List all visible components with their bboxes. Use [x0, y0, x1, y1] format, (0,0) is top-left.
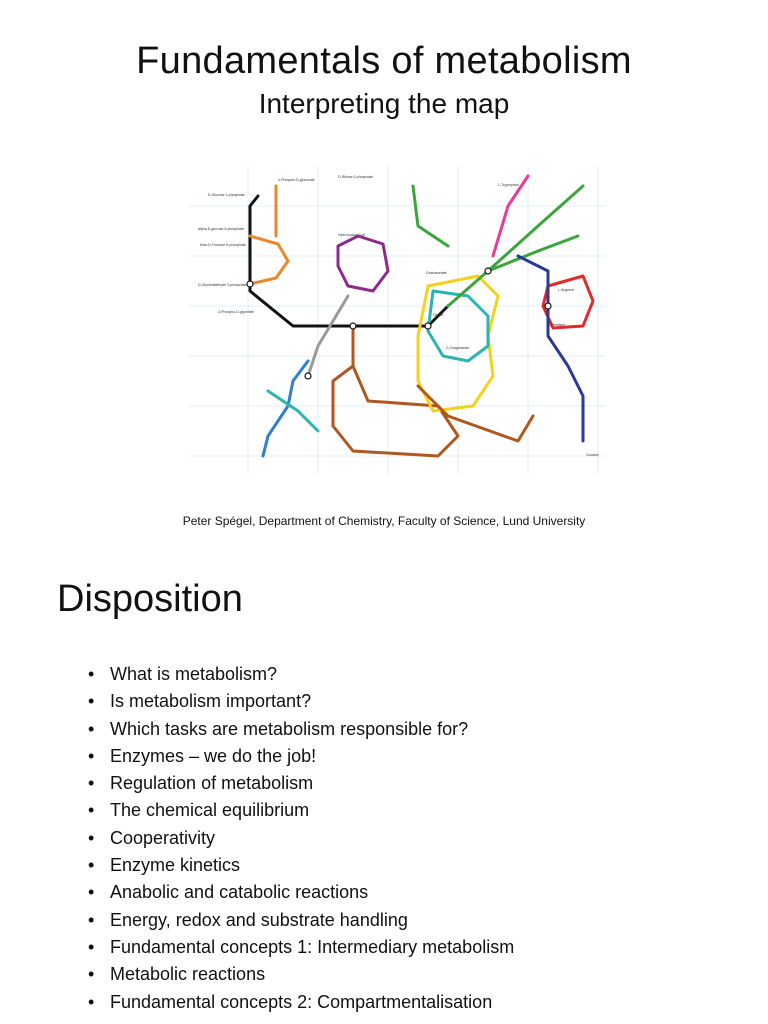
list-item: • Anabolic and catabolic reactions	[88, 882, 369, 903]
svg-text:Oxaloacetate: Oxaloacetate	[426, 271, 447, 275]
list-item: • Which tasks are metabolism responsible for?	[88, 718, 469, 739]
list-item: • Regulation of metabolism	[88, 773, 314, 794]
svg-text:alpha-D-glucose 6-phosphate: alpha-D-glucose 6-phosphate	[198, 227, 244, 231]
svg-text:L-Ornithine: L-Ornithine	[548, 323, 566, 327]
list-item: • Fundamental concepts 2: Compartmentalisation	[88, 991, 493, 1012]
slide-subtitle: Interpreting the map	[258, 88, 510, 119]
svg-text:Hydroxyacyl-CoA: Hydroxyacyl-CoA	[338, 233, 366, 237]
list-item: • Fundamental concepts 1: Intermediary metabolism	[88, 936, 515, 957]
list-item: • Is metabolism important?	[88, 691, 312, 712]
svg-text:beta-D-Fructose 6-phosphate: beta-D-Fructose 6-phosphate	[200, 243, 246, 247]
disposition-heading: Disposition	[57, 578, 243, 620]
svg-text:L-Tryptophan: L-Tryptophan	[498, 183, 519, 187]
list-item: • The chemical equilibrium	[88, 800, 310, 821]
list-item: • Enzyme kinetics	[88, 855, 241, 876]
slide-title: Fundamentals of metabolism	[136, 40, 632, 82]
svg-text:3-Phospho-D-glycerate: 3-Phospho-D-glycerate	[218, 310, 254, 314]
list-item: • Cooperativity	[88, 827, 216, 848]
svg-text:Citrate: Citrate	[433, 313, 444, 317]
list-item: • Enzymes – we do the job!	[88, 745, 317, 766]
disposition-list	[88, 661, 514, 1016]
svg-text:2-Oxoglutarate: 2-Oxoglutarate	[446, 346, 470, 350]
svg-text:D-Ribose 5-phosphate: D-Ribose 5-phosphate	[338, 175, 374, 179]
list-item: • Metabolic reactions	[88, 964, 266, 985]
svg-text:D-Glyceraldehyde 3-phosphate: D-Glyceraldehyde 3-phosphate	[198, 283, 247, 287]
svg-text:4-Phospho-D-gluconate: 4-Phospho-D-gluconate	[278, 178, 315, 182]
metabolic-map-image	[188, 166, 606, 474]
svg-text:Cocaine: Cocaine	[586, 453, 599, 457]
svg-text:L-Arginine: L-Arginine	[558, 288, 574, 292]
svg-text:D-Glucose 1-phosphate: D-Glucose 1-phosphate	[208, 193, 245, 197]
slide-credit: Peter Spégel, Department of Chemistry, Faculty of Science, Lund University	[182, 514, 586, 528]
list-item: • What is metabolism?	[88, 664, 278, 684]
list-item: • Energy, redox and substrate handling	[88, 909, 408, 930]
